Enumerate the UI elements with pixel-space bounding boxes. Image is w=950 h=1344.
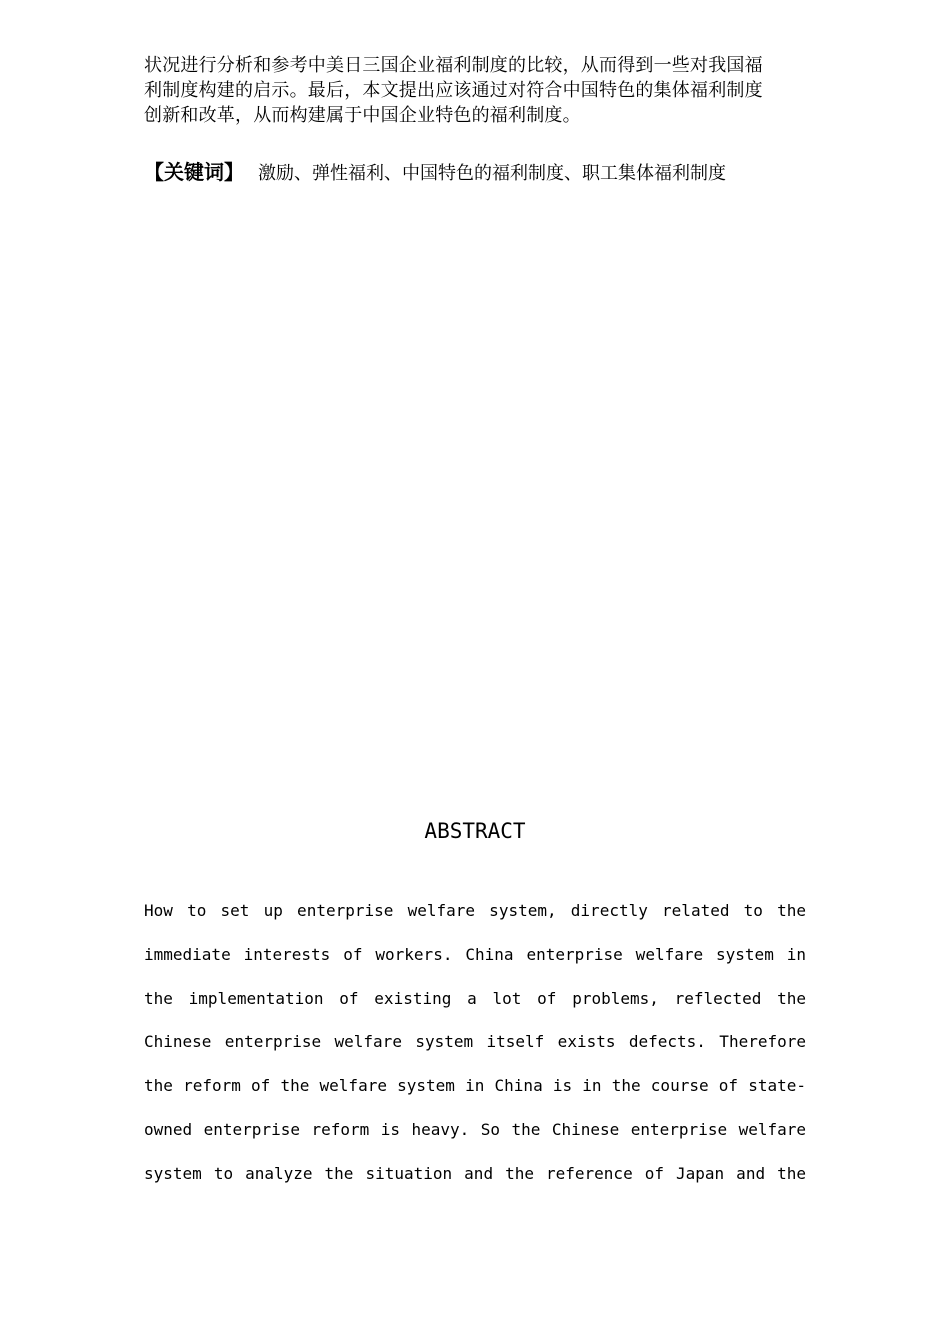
english-abstract-line: system to analyze the situation and the reference of Japan and the xyxy=(144,1163,806,1183)
keywords-line xyxy=(144,158,844,188)
chinese-abstract-line: 状况进行分析和参考中美日三国企业福利制度的比较，从而得到一些对我国福 xyxy=(144,55,763,76)
abstract-title: ABSTRACT xyxy=(424,819,526,843)
chinese-abstract-paragraph xyxy=(144,53,806,128)
keywords-text: 激励、弹性福利、中国特色的福利制度、职工集体福利制度 xyxy=(258,163,726,184)
english-abstract-line: Chinese enterprise welfare system itself exists defects. Therefore xyxy=(144,1032,806,1052)
chinese-abstract-line: 创新和改革，从而构建属于中国企业特色的福利制度。 xyxy=(144,105,581,126)
english-abstract-line: owned enterprise reform is heavy. So the Chinese enterprise welfare xyxy=(144,1119,806,1139)
english-abstract-paragraph xyxy=(144,897,806,1204)
english-abstract-line: the reform of the welfare system in China is in the course of state- xyxy=(144,1076,806,1096)
keywords-label: 【关键词】 xyxy=(144,160,244,184)
english-abstract-line: the implementation of existing a lot of problems, reflected the xyxy=(144,988,806,1008)
chinese-abstract-line: 利制度构建的启示。最后，本文提出应该通过对符合中国特色的集体福利制度 xyxy=(144,80,763,101)
english-abstract-line: How to set up enterprise welfare system, directly related to the xyxy=(144,901,806,920)
english-abstract-line: immediate interests of workers. China enterprise welfare system in xyxy=(144,944,806,964)
